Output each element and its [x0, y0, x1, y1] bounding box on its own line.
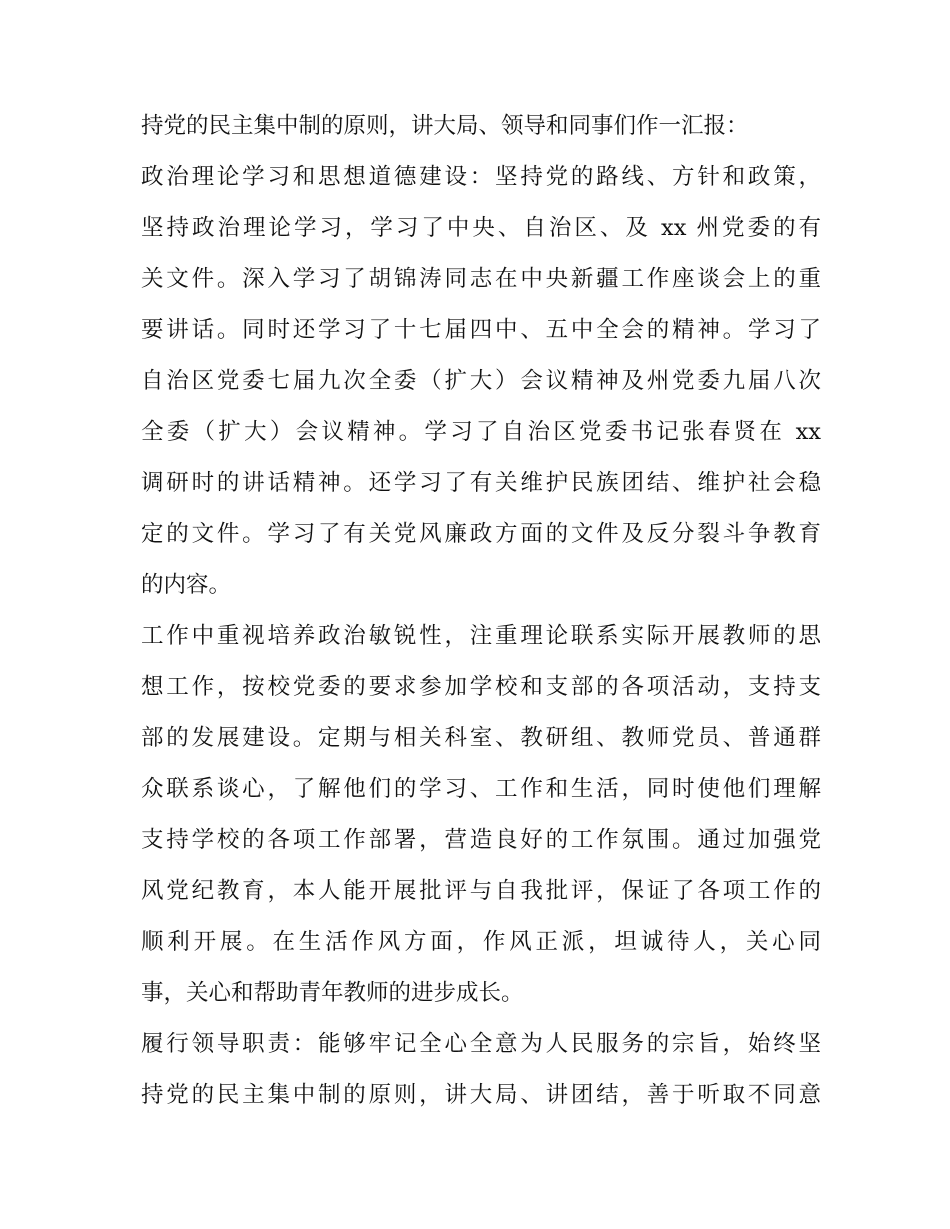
- text-line: 的内容。: [141, 572, 232, 598]
- text-line: 顺利开展。在生活作风方面，作风正派，坦诚待人，关心同: [141, 929, 821, 955]
- text-line: 想工作，按校党委的要求参加学校和支部的各项活动，支持支: [141, 674, 821, 700]
- text-line: 全委（扩大）会议精神。学习了自治区党委书记张春贤在 xx: [141, 419, 821, 445]
- paragraph-p4: [141, 1019, 821, 1121]
- text-line: 关文件。深入学习了胡锦涛同志在中央新疆工作座谈会上的重: [141, 266, 821, 292]
- text-line: 自治区党委七届九次全委（扩大）会议精神及州党委九届八次: [141, 368, 821, 394]
- text-line: 风党纪教育，本人能开展批评与自我批评，保证了各项工作的: [141, 878, 821, 904]
- text-line: 部的发展建设。定期与相关科室、教研组、教师党员、普通群: [141, 725, 821, 751]
- text-line: 定的文件。学习了有关党风廉政方面的文件及反分裂斗争教育: [141, 521, 821, 547]
- paragraph-p1: [141, 101, 821, 152]
- text-line: 持党的民主集中制的原则，讲大局、讲团结，善于听取不同意: [141, 1082, 821, 1108]
- text-line: 持党的民主集中制的原则，讲大局、领导和同事们作一汇报：: [141, 113, 749, 139]
- text-line: 众联系谈心，了解他们的学习、工作和生活，同时使他们理解: [141, 776, 821, 802]
- text-line: 履行领导职责：能够牢记全心全意为人民服务的宗旨，始终坚: [141, 1031, 821, 1057]
- text-line: 事，关心和帮助青年教师的进步成长。: [141, 980, 524, 1006]
- text-line: 工作中重视培养政治敏锐性，注重理论联系实际开展教师的思: [141, 623, 821, 649]
- text-line: 支持学校的各项工作部署，营造良好的工作氛围。通过加强党: [141, 827, 821, 853]
- text-line: 坚持政治理论学习，学习了中央、自治区、及 xx 州党委的有: [141, 215, 821, 241]
- text-line: 调研时的讲话精神。还学习了有关维护民族团结、维护社会稳: [141, 470, 821, 496]
- text-line: 政治理论学习和思想道德建设：坚持党的路线、方针和政策，: [141, 164, 821, 190]
- paragraph-p3: [141, 611, 821, 1019]
- document-body: [141, 101, 821, 1121]
- text-line: 要讲话。同时还学习了十七届四中、五中全会的精神。学习了: [141, 317, 821, 343]
- paragraph-p2: [141, 152, 821, 611]
